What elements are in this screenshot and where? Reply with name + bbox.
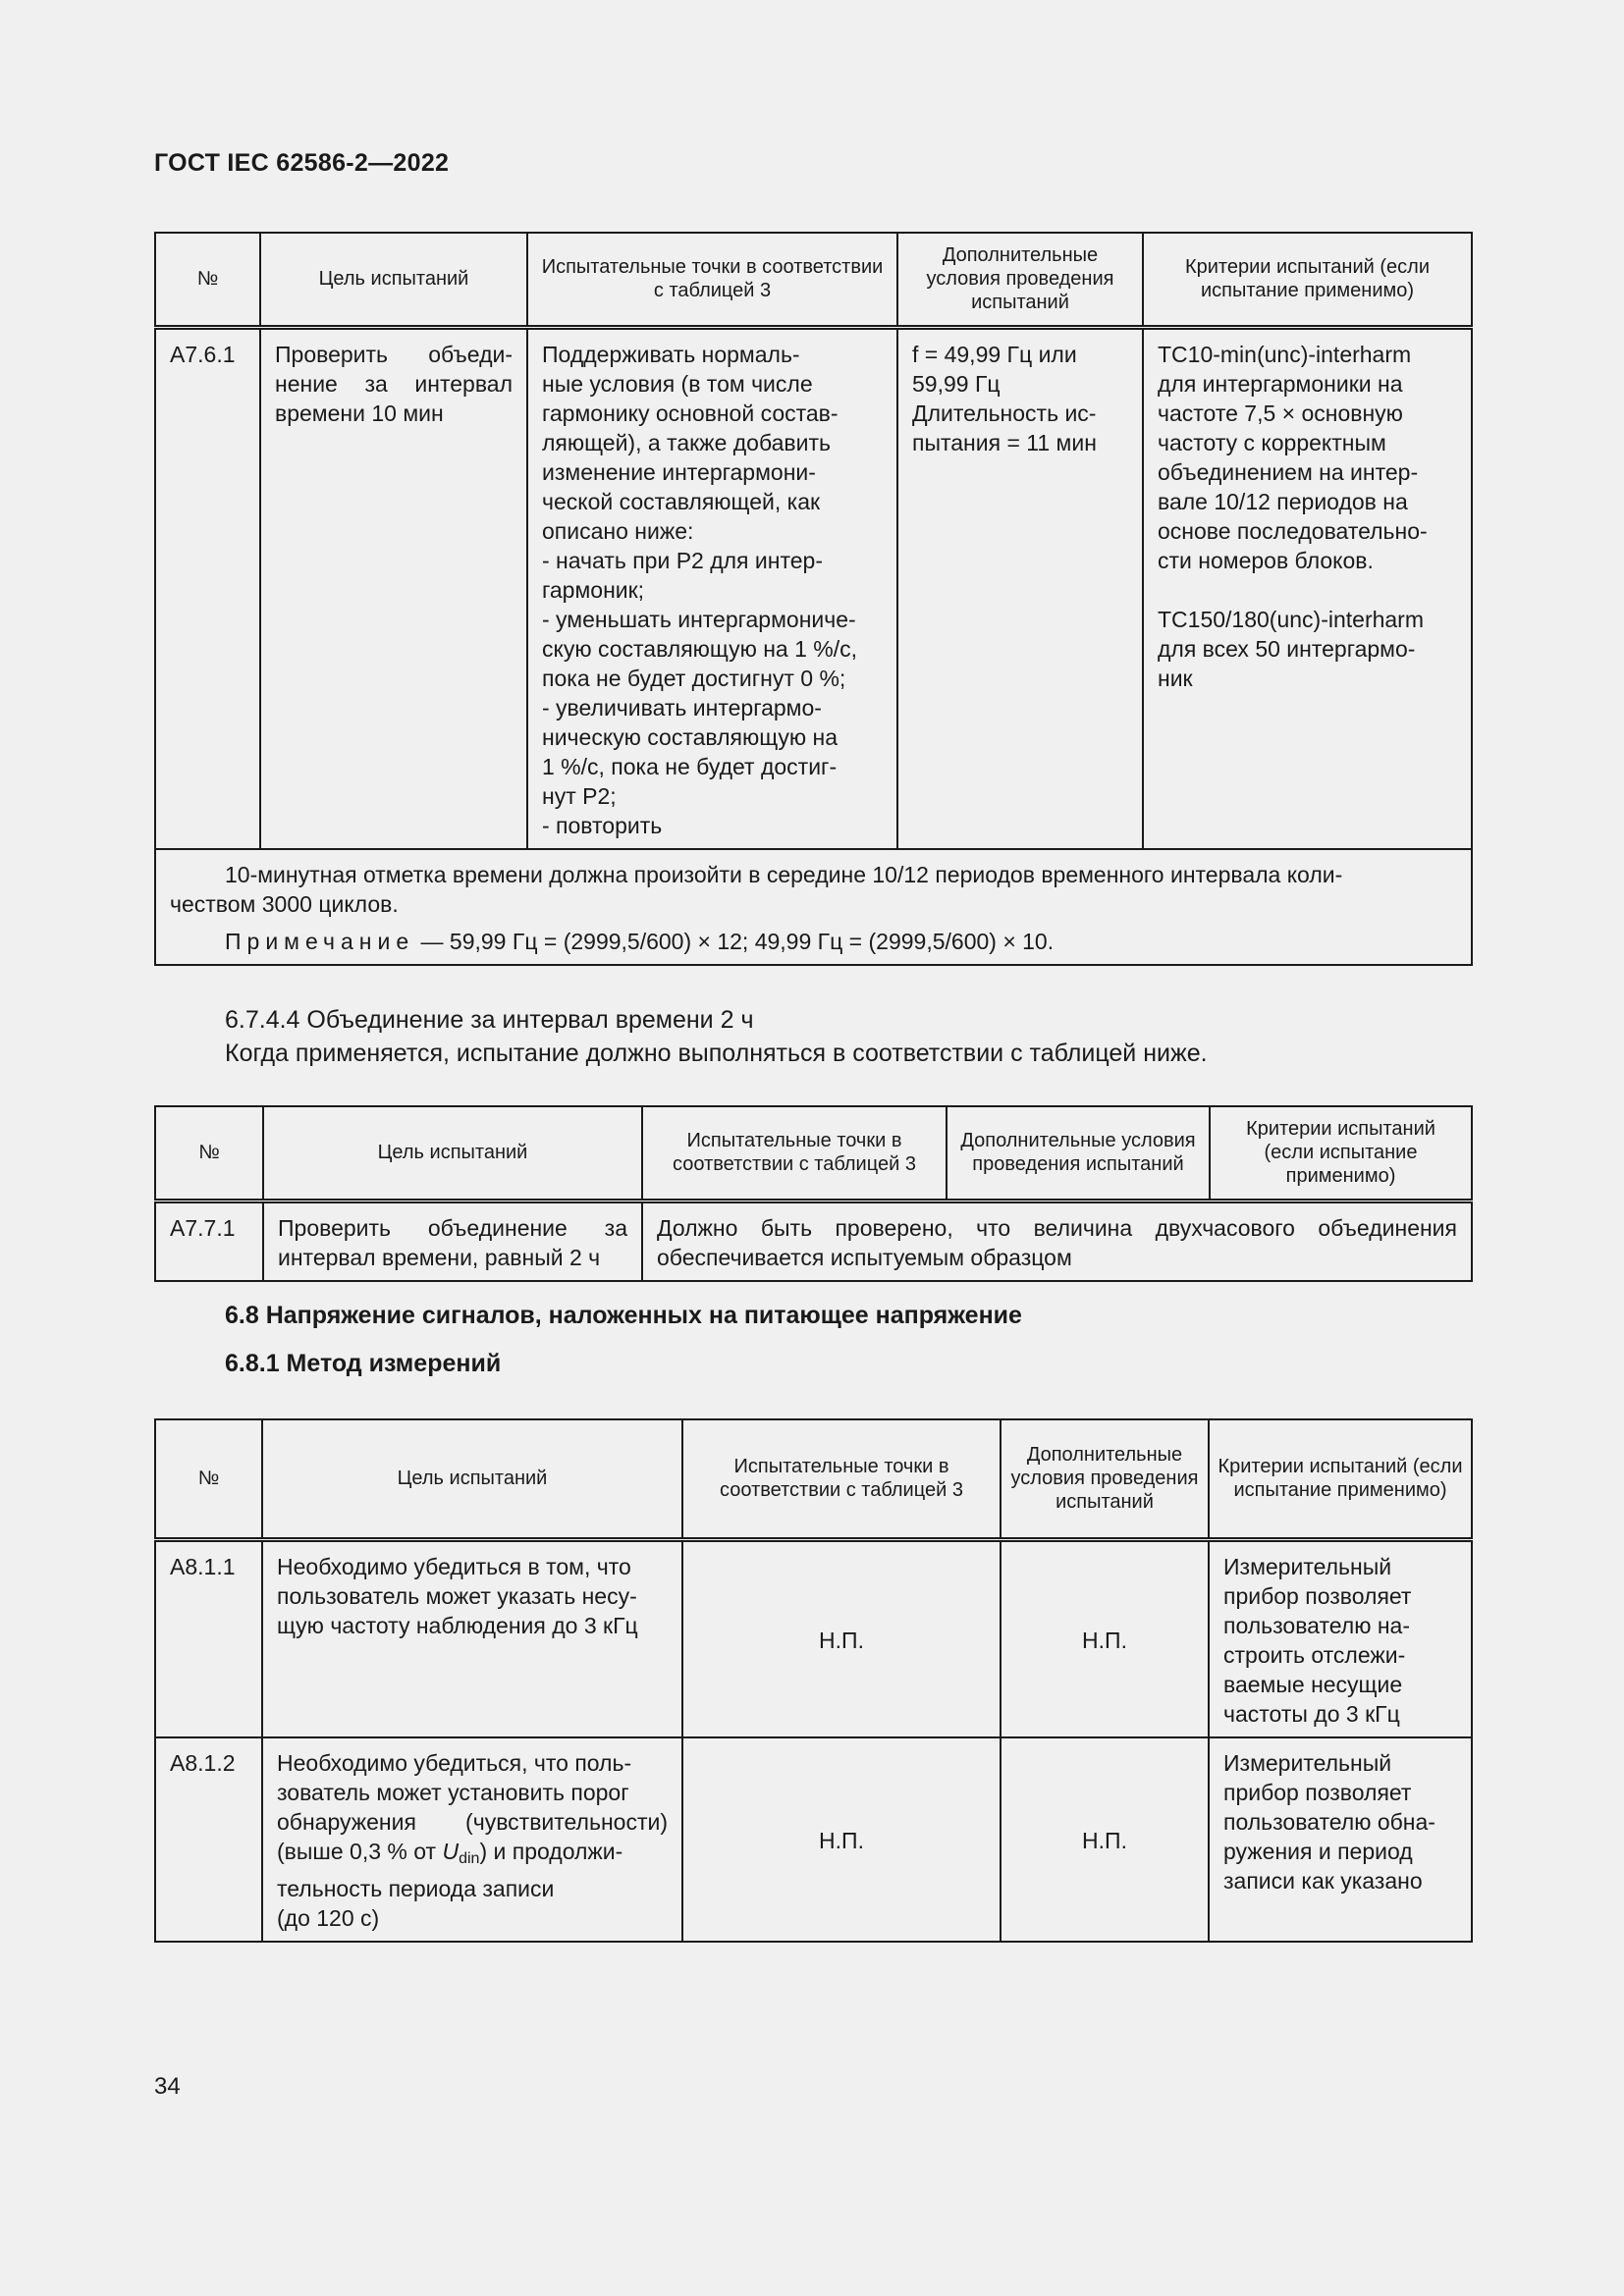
col-header-goal: Цель испытаний — [260, 233, 527, 327]
section-text-6-7-4-4: Когда применяется, испытание должно выполняться в соответствии с таблицей ниже. — [225, 1040, 1208, 1067]
col-header-criteria: Критерии испытаний (если испытание применимо) — [1209, 1419, 1472, 1539]
col-header-test-points: Испытательные точки в соответствии с таблицей 3 — [682, 1419, 1001, 1539]
table-row — [155, 1539, 1472, 1737]
col-header-conditions: Дополнительные условия проведения испытаний — [897, 233, 1143, 327]
page-number: 34 — [154, 2073, 181, 2100]
row-merged-result: Должно быть проверено, что величина двухчасового объединения обеспечивается испытуемым образцом — [642, 1201, 1472, 1281]
table-a7-7 — [154, 1105, 1473, 1282]
row-conditions: Н.П. — [1001, 1539, 1209, 1737]
row-conditions: f = 49,99 Гц или 59,99 Гц Длительность ис- пытания = 11 мин — [897, 327, 1143, 849]
col-header-goal: Цель испытаний — [262, 1419, 682, 1539]
row-criteria: Измерительный прибор позволяет пользователю на- строить отслежи- ваемые несущие частоты до 3 кГц — [1209, 1539, 1472, 1737]
col-header-criteria: Критерии испытаний (если испытание применимо) — [1143, 233, 1472, 327]
col-header-goal: Цель испытаний — [263, 1106, 642, 1201]
row-number: A8.1.2 — [155, 1737, 262, 1942]
table-note — [155, 849, 1472, 965]
table-a7-6 — [154, 232, 1473, 966]
row-number: A7.6.1 — [155, 327, 260, 849]
row-goal: Необходимо убедиться в том, что пользователь может указать несу- щую частоту наблюдения до 3 кГц — [262, 1539, 682, 1737]
row-criteria: TC10-min(unc)-interharm для интергармоники на частоте 7,5 × основную частоту с корректным объединением на интер- вале 10/12 периодов на основе последовательно- сти номеров блоков. TC150/180(unc)-interharm для всех 50 интергармо- ник — [1143, 327, 1472, 849]
section-title-6-7-4-4: 6.7.4.4 Объединение за интервал времени 2 ч — [225, 1006, 754, 1034]
row-number: A7.7.1 — [155, 1201, 263, 1281]
table-note-row — [155, 849, 1472, 965]
note-text: — 59,99 Гц = (2999,5/600) × 12; 49,99 Гц = (2999,5/600) × 10. — [414, 928, 1055, 954]
col-header-test-points: Испытательные точки в соответствии с таблицей 3 — [642, 1106, 947, 1201]
row-goal: Необходимо убедиться, что поль- зователь может установить порог обнаружения (чувствительности) (выше 0,3 % от $U_{din}$) и продолжи- тельность периода записи (до 120 с) — [262, 1737, 682, 1942]
col-header-conditions: Дополнительные условия проведения испытаний — [1001, 1419, 1209, 1539]
table-row — [155, 327, 1472, 849]
section-title-6-8-1: 6.8.1 Метод измерений — [225, 1350, 502, 1377]
section-title-6-8: 6.8 Напряжение сигналов, наложенных на питающее напряжение — [225, 1302, 1022, 1329]
row-conditions: Н.П. — [1001, 1737, 1209, 1942]
table-row — [155, 1737, 1472, 1942]
note-label: Примечание — [225, 928, 415, 954]
row-criteria: Измерительный прибор позволяет пользователю обна- ружения и период записи как указано — [1209, 1737, 1472, 1942]
col-header-conditions: Дополнительные условия проведения испытаний — [947, 1106, 1210, 1201]
table-row — [155, 1201, 1472, 1281]
note-line-1: 10-минутная отметка времени должна произойти в середине 10/12 периодов временного интервала коли- — [225, 861, 1343, 887]
note-line-2: чеством 3000 циклов. — [170, 890, 399, 917]
col-header-number: № — [155, 1106, 263, 1201]
row-goal: Проверить объеди- нение за интервал времени 10 мин — [260, 327, 527, 849]
row-goal: Проверить объединение за интервал времени, равный 2 ч — [263, 1201, 642, 1281]
note-remark — [170, 927, 1457, 956]
col-header-test-points: Испытательные точки в соответствии с таблицей 3 — [527, 233, 897, 327]
row-number: A8.1.1 — [155, 1539, 262, 1737]
symbol-u: U — [442, 1838, 460, 1864]
row-test-points: Н.П. — [682, 1737, 1001, 1942]
col-header-number: № — [155, 233, 260, 327]
row-test-points: Поддерживать нормаль- ные условия (в том числе гармонику основной состав- ляющей), а также добавить изменение интергармони- ческой составляющей, как описано ниже: - начать при P2 для интер- гармоник; - уменьшать интергармониче- скую составляющую на 1 %/с, пока не будет достигнут 0 %; - увеличивать интергармо- ническую составляющую на 1 %/с, пока не будет достиг- нут P2; - повторить — [527, 327, 897, 849]
col-header-criteria: Критерии испытаний (если испытание применимо) — [1210, 1106, 1472, 1201]
col-header-number: № — [155, 1419, 262, 1539]
row-test-points: Н.П. — [682, 1539, 1001, 1737]
table-a8-1 — [154, 1418, 1473, 1943]
document-id: ГОСТ IEC 62586-2—2022 — [154, 149, 450, 177]
